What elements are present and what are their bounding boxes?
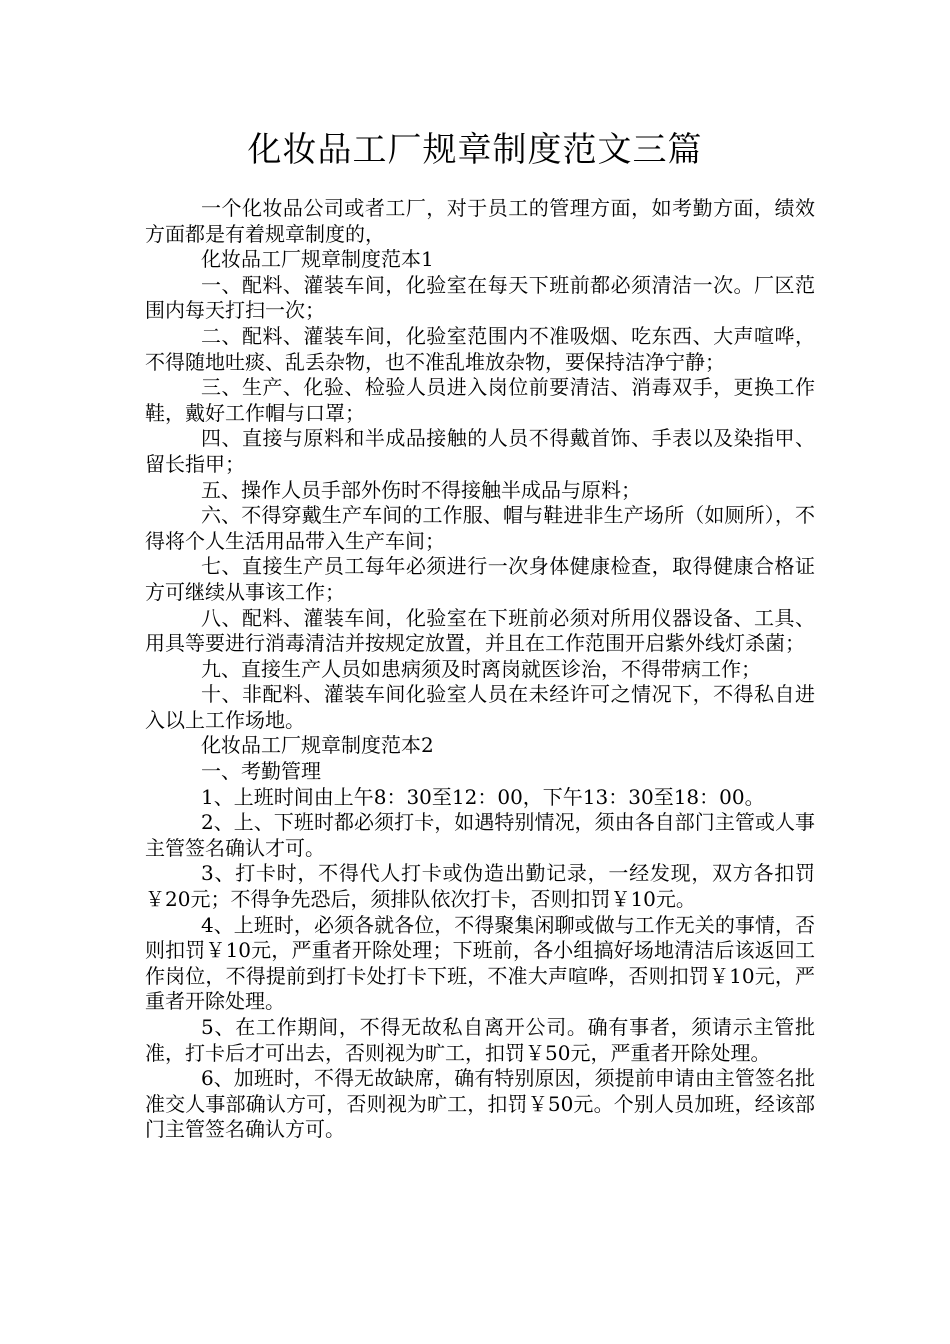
- rule-paragraph: 5、在工作期间，不得无故私自离开公司。确有事者，须请示主管批准，打卡后才可出去，否则视为旷工，扣罚￥50元，严重者开除处理。: [145, 1015, 815, 1065]
- intro-paragraph: 一个化妆品公司或者工厂，对于员工的管理方面，如考勤方面，绩效方面都是有着规章制度的，: [145, 196, 815, 246]
- rule-paragraph: 3、打卡时，不得代人打卡或伪造出勤记录，一经发现，双方各扣罚￥20元；不得争先恐后，须排队依次打卡，否则扣罚￥10元。: [145, 861, 815, 912]
- section-heading-template-1: 化妆品工厂规章制度范本1: [201, 247, 434, 272]
- subsection-heading-attendance: 一、考勤管理: [201, 759, 321, 784]
- rule-paragraph: 十、非配料、灌装车间化验室人员在未经许可之情况下，不得私自进入以上工作场地。: [145, 682, 815, 732]
- rule-paragraph: 五、操作人员手部外伤时不得接触半成品与原料；: [201, 477, 641, 502]
- rule-paragraph: 六、不得穿戴生产车间的工作服、帽与鞋进非生产场所（如厕所），不得将个人生活用品带入生产车间；: [145, 503, 815, 553]
- rule-paragraph: 一、配料、灌装车间，化验室在每天下班前都必须清洁一次。厂区范围内每天打扫一次；: [145, 272, 815, 323]
- section-heading-template-2: 化妆品工厂规章制度范本2: [201, 733, 434, 758]
- rule-paragraph: 2、上、下班时都必须打卡，如遇特别情况，须由各自部门主管或人事主管签名确认才可。: [145, 810, 815, 860]
- rule-paragraph: 九、直接生产人员如患病须及时离岗就医诊治，不得带病工作；: [201, 656, 761, 681]
- page-title: 化妆品工厂规章制度范文三篇: [247, 130, 703, 170]
- rule-paragraph: 1、上班时间由上午8：30至12：00，下午13：30至18：00。: [201, 784, 765, 809]
- rule-paragraph: 4、上班时，必须各就各位，不得聚集闲聊或做与工作无关的事情，否则扣罚￥10元，严重者开除处理；下班前，各小组搞好场地清洁后该返回工作岗位，不得提前到打卡处打卡下班，不准大声喧哗，否则扣罚￥10元，严重者开除处理。: [145, 912, 815, 1014]
- rule-paragraph: 七、直接生产员工每年必须进行一次身体健康检查，取得健康合格证方可继续从事该工作；: [145, 554, 815, 604]
- rule-paragraph: 八、配料、灌装车间，化验室在下班前必须对所用仪器设备、工具、用具等要进行消毒清洁并按规定放置，并且在工作范围开启紫外线灯杀菌；: [145, 605, 815, 656]
- rule-paragraph: 四、直接与原料和半成品接触的人员不得戴首饰、手表以及染指甲、留长指甲；: [145, 426, 815, 476]
- rule-paragraph: 三、生产、化验、检验人员进入岗位前要清洁、消毒双手，更换工作鞋，戴好工作帽与口罩；: [145, 375, 815, 425]
- rule-paragraph: 二、配料、灌装车间，化验室范围内不准吸烟、吃东西、大声喧哗，不得随地吐痰、乱丢杂物，也不准乱堆放杂物，要保持洁净宁静；: [145, 323, 815, 374]
- rule-paragraph: 6、加班时，不得无故缺席，确有特别原因，须提前申请由主管签名批准交人事部确认方可，否则视为旷工，扣罚￥50元。个别人员加班，经该部门主管签名确认方可。: [145, 1066, 815, 1142]
- document-body: [145, 196, 815, 1143]
